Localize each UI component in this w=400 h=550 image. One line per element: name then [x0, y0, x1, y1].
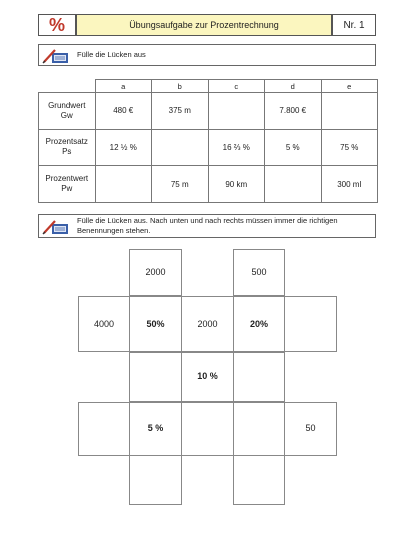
row-label-name: Prozentwert	[45, 174, 89, 184]
row-label-name: Prozentsatz	[45, 137, 88, 147]
task1-instruction-bar	[38, 44, 376, 66]
pencil-notebook-icon	[41, 47, 71, 65]
pencil-notebook-icon	[41, 218, 71, 236]
table-cell[interactable]: 90 km	[208, 166, 265, 203]
grid-cell[interactable]	[181, 402, 234, 456]
row-label	[39, 129, 96, 166]
grid-cell[interactable]	[129, 455, 182, 505]
row-label	[39, 93, 96, 130]
table-cell[interactable]	[152, 129, 209, 166]
grid-cell[interactable]	[284, 296, 337, 352]
row-label-abbr: Ps	[62, 147, 72, 157]
task2-instruction-text: Fülle die Lücken aus. Nach unten und nach rechts müssen immer die richtigen Benennungen stehen.	[77, 216, 338, 235]
grid-value: 50	[305, 423, 316, 433]
table-cell[interactable]: 75 %	[321, 129, 378, 166]
column-header: a	[95, 80, 152, 93]
column-header: c	[208, 80, 265, 93]
table-cell[interactable]	[208, 93, 265, 130]
row-label-abbr: Gw	[60, 110, 73, 120]
table-row	[39, 93, 378, 130]
grid-value: 5 %	[147, 423, 164, 433]
table-cell[interactable]	[95, 166, 152, 203]
table-row	[39, 166, 378, 203]
page-title: Übungsaufgabe zur Prozentrechnung	[76, 14, 332, 36]
table-cell[interactable]: 300 ml	[321, 166, 378, 203]
table-cell[interactable]: 7.800 €	[265, 93, 322, 130]
grid-value: 4000	[93, 319, 115, 329]
grid-value: 50%	[146, 319, 165, 329]
percent-logo	[38, 14, 76, 36]
table-cell[interactable]: 480 €	[95, 93, 152, 130]
table-cell[interactable]: 5 %	[265, 129, 322, 166]
table-cell[interactable]	[265, 166, 322, 203]
row-label-name: Grundwert	[48, 100, 86, 110]
table-corner	[39, 80, 96, 93]
task1-instruction-text: Fülle die Lücken aus	[77, 50, 146, 59]
grid-cell[interactable]	[129, 352, 182, 402]
exercise-number: Nr. 1	[332, 14, 376, 36]
table-cell[interactable]: 16 ⅔ %	[208, 129, 265, 166]
table-cell[interactable]: 75 m	[152, 166, 209, 203]
column-header: d	[265, 80, 322, 93]
grid-cell[interactable]	[78, 402, 130, 456]
table-cell[interactable]: 375 m	[152, 93, 209, 130]
table-header-row	[39, 80, 378, 93]
row-label	[39, 166, 96, 203]
row-label-abbr: Pw	[61, 184, 73, 194]
grid-value: 20%	[249, 319, 268, 329]
percent-icon: %	[48, 15, 65, 35]
column-header: b	[152, 80, 209, 93]
grid-cell[interactable]	[233, 455, 285, 505]
percent-table	[38, 79, 378, 203]
grid-value: 500	[251, 267, 267, 277]
grid-cell[interactable]	[233, 352, 285, 402]
grid-value: 10 %	[197, 371, 218, 381]
task2-instruction-bar	[38, 214, 376, 238]
grid-cell[interactable]	[233, 402, 285, 456]
grid-value: 2000	[197, 319, 218, 329]
table-row	[39, 129, 378, 166]
column-header: e	[321, 80, 378, 93]
grid-value: 2000	[145, 267, 166, 277]
table-cell[interactable]	[321, 93, 378, 130]
table-cell[interactable]: 12 ½ %	[95, 129, 152, 166]
